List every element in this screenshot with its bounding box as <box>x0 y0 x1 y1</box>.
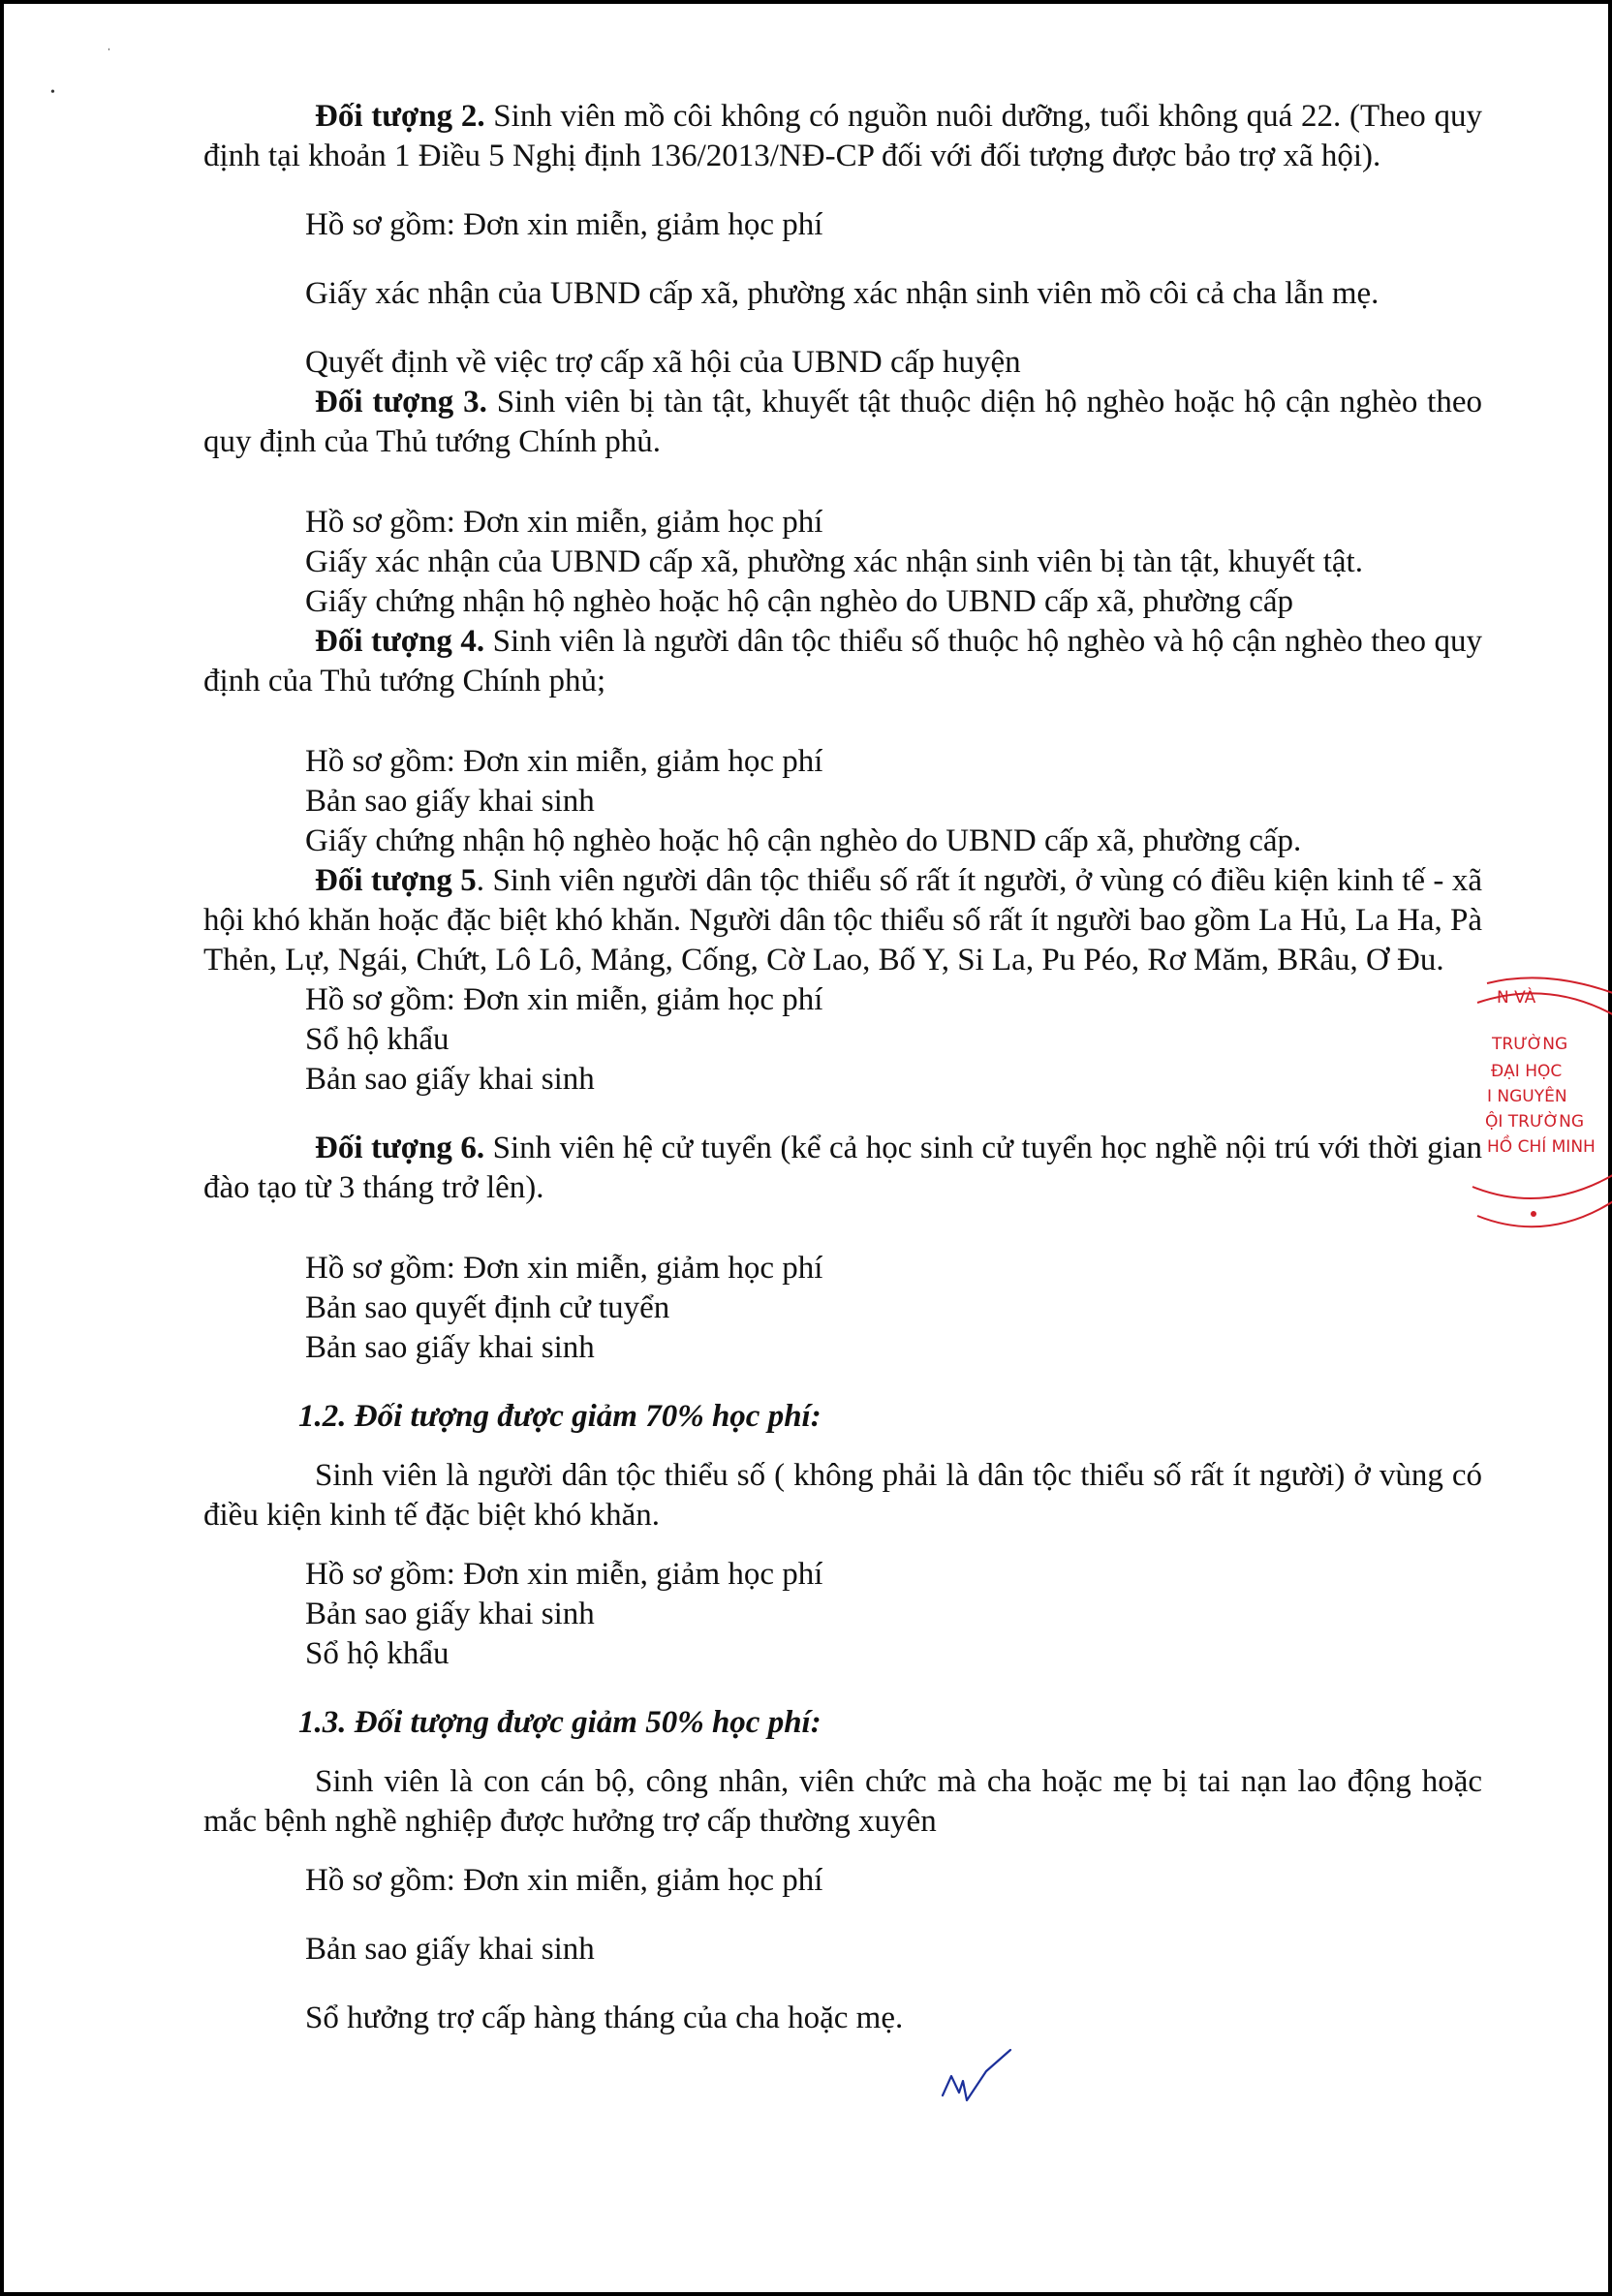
stamp-text: I NGUYÊN <box>1487 1087 1567 1106</box>
list-item: Giấy xác nhận của UBND cấp xã, phường xác nhận sinh viên bị tàn tật, khuyết tật. <box>305 544 1363 579</box>
list-item: Giấy chứng nhận hộ nghèo hoặc hộ cận nghèo do UBND cấp xã, phường cấp <box>305 584 1294 619</box>
list-item: Bản sao giấy khai sinh <box>305 784 595 819</box>
scan-speck: ˌ <box>107 37 111 51</box>
list-item: Bản sao quyết định cử tuyển <box>305 1290 670 1325</box>
paragraph-doi-tuong-2: Đối tượng 2. Sinh viên mồ côi không có nguồn nuôi dưỡng, tuổi không quá 22. (Theo quy định tại khoản 1 Điều 5 Nghị định 136/2013/NĐ-CP đối với đối tượng được bảo trợ xã hội). <box>203 99 1482 173</box>
stamp-text: HỒ CHÍ MINH <box>1487 1137 1596 1157</box>
list-item: Hồ sơ gồm: Đơn xin miễn, giảm học phí <box>305 982 823 1017</box>
stamp-text: ỘI TRƯỜNG <box>1485 1112 1584 1132</box>
paragraph-giam-50: Sinh viên là con cán bộ, công nhân, viên chức mà cha hoặc mẹ bị tai nạn lao động hoặc mắc bệnh nghề nghiệp được hưởng trợ cấp thường xuyên <box>203 1764 1482 1839</box>
stamp-text: ĐẠI HỌC <box>1491 1062 1563 1081</box>
list-item: Sổ hộ khẩu <box>305 1022 450 1057</box>
section-heading-1-3: 1.3. Đối tượng được giảm 50% học phí: <box>298 1705 822 1740</box>
list-item: Hồ sơ gồm: Đơn xin miễn, giảm học phí <box>305 744 823 779</box>
list-item: Bản sao giấy khai sinh <box>305 1597 595 1631</box>
stamp-text: TRƯỜNG <box>1492 1035 1568 1054</box>
paragraph-doi-tuong-4: Đối tượng 4. Sinh viên là người dân tộc thiểu số thuộc hộ nghèo và hộ cận nghèo theo quy định của Thủ tướng Chính phủ; <box>203 624 1483 698</box>
signature-initials <box>938 2042 1030 2110</box>
list-item: Sổ hưởng trợ cấp hàng tháng của cha hoặc mẹ. <box>305 2001 904 2035</box>
stamp-text: N VÀ <box>1497 988 1536 1008</box>
paragraph-doi-tuong-3: Đối tượng 3. Sinh viên bị tàn tật, khuyết tật thuộc diện hộ nghèo hoặc hộ cận nghèo theo quy định của Thủ tướng Chính phủ. <box>203 385 1482 459</box>
list-item: Giấy chứng nhận hộ nghèo hoặc hộ cận nghèo do UBND cấp xã, phường cấp. <box>305 823 1302 858</box>
paragraph-doi-tuong-6: Đối tượng 6. Sinh viên hệ cử tuyển (kể cả học sinh cử tuyển học nghề nội trú với thời gian đào tạo từ 3 tháng trở lên). <box>203 1131 1482 1205</box>
list-item: Quyết định về việc trợ cấp xã hội của UBND cấp huyện <box>305 345 1021 380</box>
scan-speck: • <box>50 85 55 100</box>
list-item: Giấy xác nhận của UBND cấp xã, phường xác nhận sinh viên mồ côi cả cha lẫn mẹ. <box>305 276 1380 311</box>
red-seal-stamp <box>1458 964 1612 1264</box>
paragraph-doi-tuong-5: Đối tượng 5. Sinh viên người dân tộc thiểu số rất ít người, ở vùng có điều kiện kinh tế - xã hội khó khăn hoặc đặc biệt khó khăn. Người dân tộc thiểu số rất ít người bao gồm La Hủ, La Ha, Pà Thẻn, Lự, Ngái, Chứt, Lô Lô, Mảng, Cống, Cờ Lao, Bố Y, Si La, Pu Péo, Rơ Măm, BRâu, Ơ Đu. <box>203 863 1482 977</box>
section-heading-1-2: 1.2. Đối tượng được giảm 70% học phí: <box>298 1399 822 1434</box>
list-item: Hồ sơ gồm: Đơn xin miễn, giảm học phí <box>305 1863 823 1898</box>
list-item: Bản sao giấy khai sinh <box>305 1330 595 1365</box>
list-item: Hồ sơ gồm: Đơn xin miễn, giảm học phí <box>305 1557 823 1592</box>
list-item: Bản sao giấy khai sinh <box>305 1062 595 1097</box>
list-item: Hồ sơ gồm: Đơn xin miễn, giảm học phí <box>305 1251 823 1286</box>
list-item: Bản sao giấy khai sinh <box>305 1932 595 1967</box>
list-item: Hồ sơ gồm: Đơn xin miễn, giảm học phí <box>305 505 823 540</box>
list-item: Sổ hộ khẩu <box>305 1636 450 1671</box>
list-item: Hồ sơ gồm: Đơn xin miễn, giảm học phí <box>305 207 823 242</box>
document-body <box>203 97 1482 2038</box>
paragraph-giam-70: Sinh viên là người dân tộc thiểu số ( không phải là dân tộc thiểu số rất ít người) ở vùng có điều kiện kinh tế đặc biệt khó khăn. <box>203 1458 1482 1533</box>
